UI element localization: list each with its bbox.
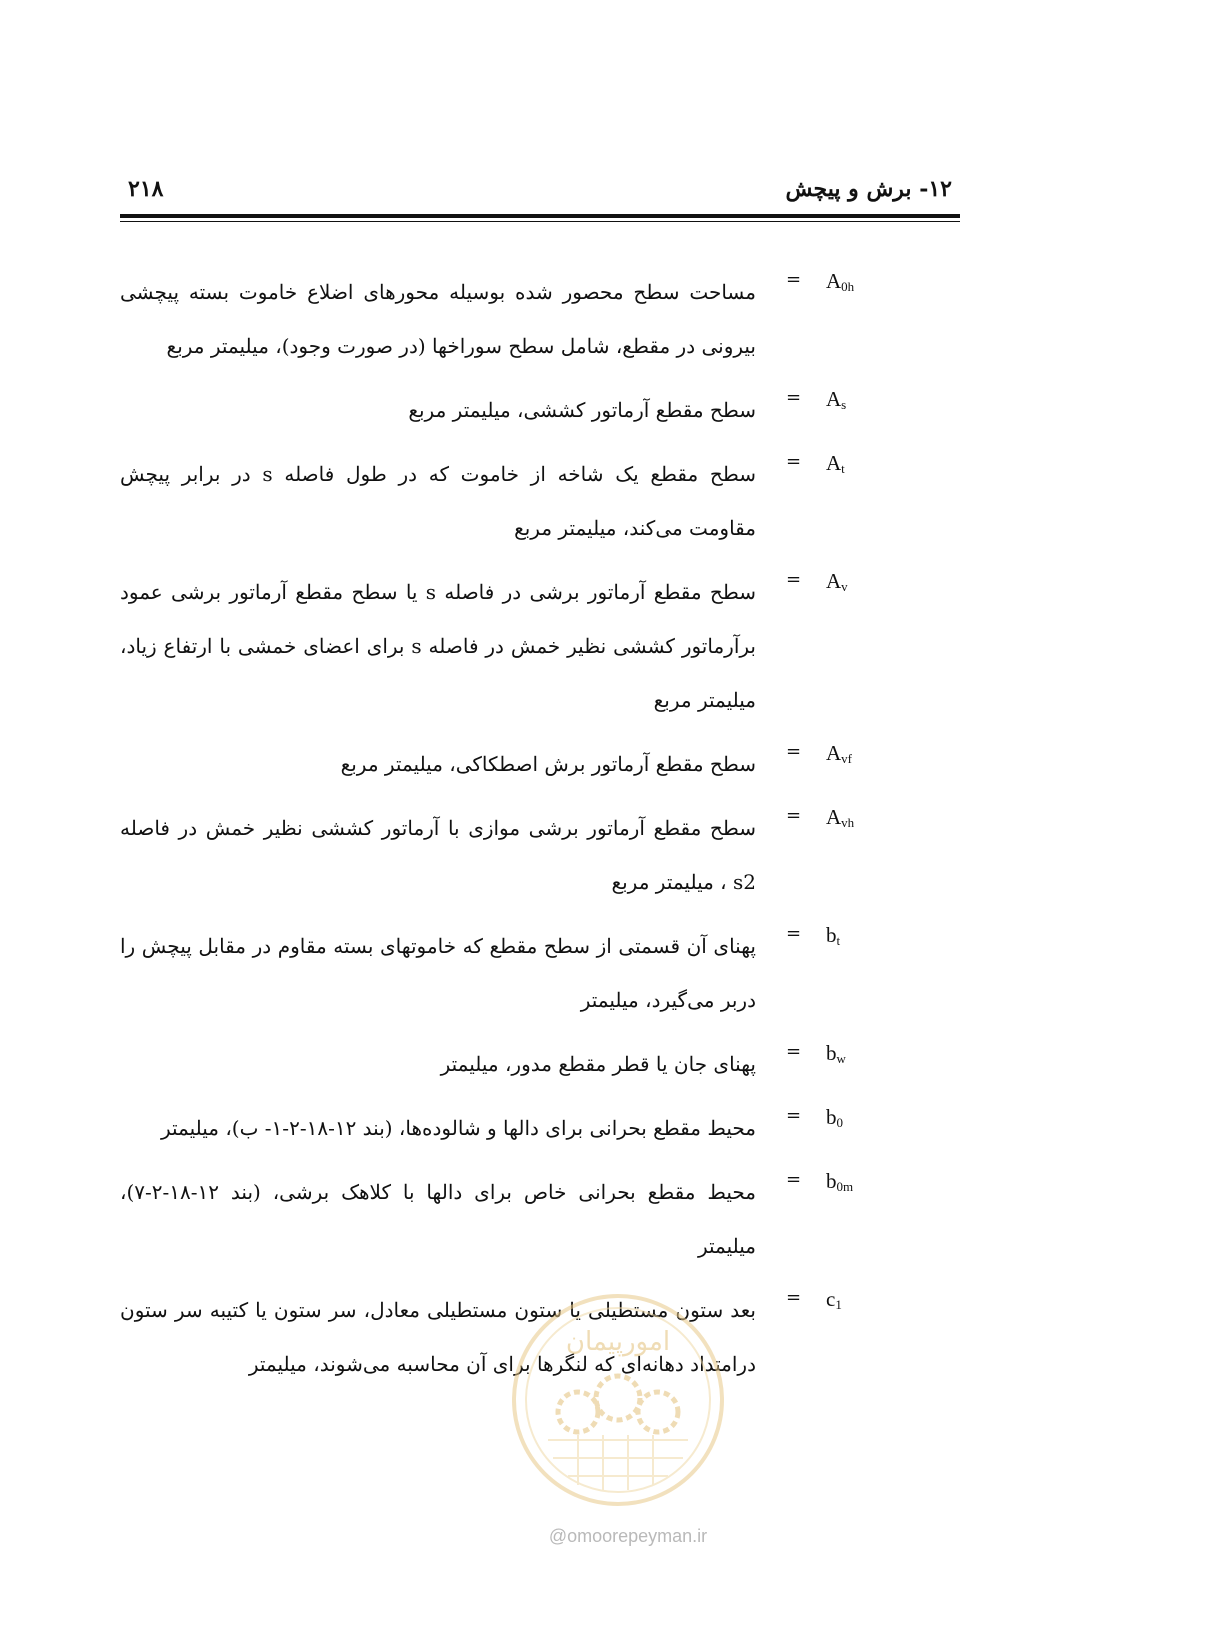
definition-item xyxy=(0,383,1229,437)
page-number: ۲۱۸ xyxy=(128,176,164,202)
definition-item xyxy=(0,919,1229,1027)
header-rule-thin xyxy=(120,221,960,222)
equals-sign: = xyxy=(786,1041,802,1062)
definition-text: سطح مقطع آرماتور برشی در فاصله s یا سطح مقطع آرماتور برشی عمود برآرماتور کششی نظیر خمش در فاصله s برای اعضای خمشی با ارتفاع زیاد، میلیمتر مربع xyxy=(120,580,756,712)
equals-sign: = xyxy=(786,387,802,408)
page-header xyxy=(120,168,960,224)
equals-sign: = xyxy=(786,1105,802,1126)
equals-sign: = xyxy=(786,805,802,826)
equals-sign: = xyxy=(786,741,802,762)
definition-symbol: $b_t$ xyxy=(826,923,841,948)
definition-text: مساحت سطح محصور شده بوسیله محورهای اضلاع خاموت بسته پیچشی بیرونی در مقطع، شامل سطح سوراخها (در صورت وجود)، میلیمتر مربع xyxy=(120,280,756,358)
definition-item xyxy=(0,1037,1229,1091)
definition-symbol: $b_{0m}$ xyxy=(826,1169,854,1194)
equals-sign: = xyxy=(786,451,802,472)
definition-item xyxy=(0,801,1229,909)
equals-sign: = xyxy=(786,923,802,944)
definition-text: بعد ستون مستطیلی یا ستون مستطیلی معادل، سر ستون یا کتیبه سر ستون درامتداد دهانه‌ای که لنگرها برای آن محاسبه می‌شوند، میلیمتر xyxy=(120,1298,756,1376)
header-rule-thick xyxy=(120,214,960,218)
definition-symbol: $b_w$ xyxy=(826,1041,846,1066)
equals-sign: = xyxy=(786,569,802,590)
definition-symbol: $A_{vf}$ xyxy=(826,741,853,766)
chapter-title: ۱۲- برش و پیچش xyxy=(785,176,952,202)
watermark-seal-icon xyxy=(508,1290,728,1510)
definition-symbol: $A_t$ xyxy=(826,451,845,476)
definition-item xyxy=(0,447,1229,555)
definition-item xyxy=(0,265,1229,373)
definition-item xyxy=(0,565,1229,727)
definition-text: سطح مقطع آرماتور کششی، میلیمتر مربع xyxy=(408,398,756,422)
equals-sign: = xyxy=(786,1287,802,1308)
definition-symbol: $A_v$ xyxy=(826,569,848,594)
definitions-list xyxy=(0,265,1229,1401)
watermark-logo xyxy=(508,1290,728,1510)
definition-symbol: $b_0$ xyxy=(826,1105,843,1130)
definition-text: سطح مقطع آرماتور برشی موازی با آرماتور کششی نظیر خمش در فاصله s2 ، میلیمتر مربع xyxy=(120,816,756,894)
definition-symbol: $c_1$ xyxy=(826,1287,842,1312)
watermark-url: @omoorepeyman.ir xyxy=(548,1526,708,1546)
svg-text:امورپیمان: امورپیمان xyxy=(565,1327,671,1357)
definition-symbol: $A_{0h}$ xyxy=(826,269,855,294)
definition-text: پهنای جان یا قطر مقطع مدور، میلیمتر xyxy=(440,1052,756,1076)
definition-item xyxy=(0,1101,1229,1155)
definition-text: سطح مقطع یک شاخه از خاموت که در طول فاصله s در برابر پیچش مقاومت می‌کند، میلیمتر مربع xyxy=(120,462,756,540)
definition-symbol: $A_s$ xyxy=(826,387,847,412)
definition-text: محیط مقطع بحرانی برای دالها و شالوده‌ها، (بند ۱۲-۱۸-۲-۱- ب)، میلیمتر xyxy=(160,1116,756,1140)
equals-sign: = xyxy=(786,1169,802,1190)
definition-text: سطح مقطع آرماتور برش اصطکاکی، میلیمتر مربع xyxy=(340,752,756,776)
definition-text: محیط مقطع بحرانی خاص برای دالها با کلاهک برشی، (بند ۱۲-۱۸-۲-۷)، میلیمتر xyxy=(120,1180,756,1258)
definition-symbol: $A_{vh}$ xyxy=(826,805,855,830)
definition-item xyxy=(0,737,1229,791)
definition-text: پهنای آن قسمتی از سطح مقطع که خاموتهای بسته مقاوم در مقابل پیچش را دربر می‌گیرد، میلیمتر xyxy=(120,934,756,1012)
definition-item xyxy=(0,1165,1229,1273)
equals-sign: = xyxy=(786,269,802,290)
